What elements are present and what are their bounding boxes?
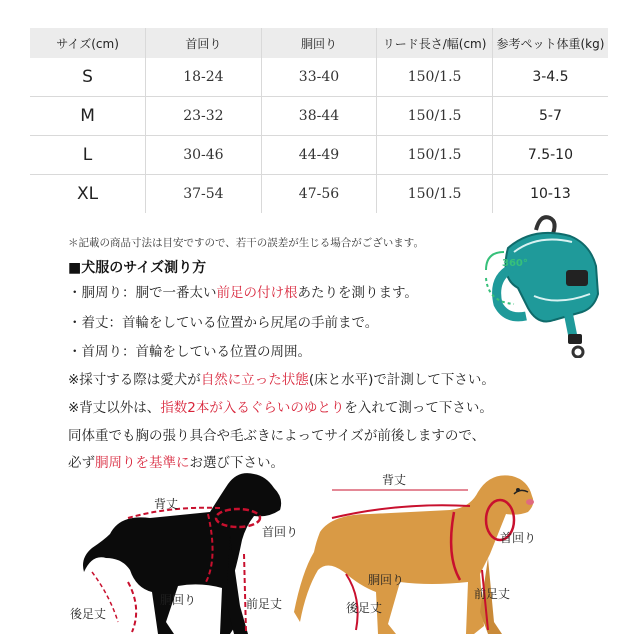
header-size: サイズ(cm)	[30, 28, 146, 58]
harness-product-image	[478, 208, 618, 358]
dog1-neck-label: 首回り	[262, 525, 299, 539]
dog2-chest-label: 胴回り	[368, 573, 405, 587]
lead-cell: 150/1.5	[377, 175, 493, 214]
size-table-header-row	[30, 28, 608, 58]
instruction-text: ・首周り：首輪をしている位置の周囲。	[68, 344, 311, 360]
neck-cell: 23-32	[146, 97, 262, 136]
size-table	[30, 28, 608, 213]
neck-cell: 37-54	[146, 175, 262, 214]
instruction-highlight: 指数2本が入るぐらいのゆとり	[160, 400, 345, 416]
measure-heading: ■犬服のサイズ測り方	[68, 260, 207, 276]
dog1-hind-leg-label: 後足丈	[70, 607, 107, 621]
instruction-highlight: 胴周りを基準に	[95, 455, 190, 471]
rotation-badge: 360°	[502, 258, 528, 269]
header-lead: リード長さ/幅(cm)	[377, 28, 493, 58]
size-cell: M	[30, 97, 146, 136]
instruction-text: ※採寸する際は愛犬が	[68, 372, 201, 388]
neck-cell: 18-24	[146, 58, 262, 97]
instruction-text: を入れて測って下さい。	[344, 400, 493, 416]
lead-cell: 150/1.5	[377, 58, 493, 97]
instruction-line-length	[68, 311, 378, 331]
instruction-highlight: 前足の付け根	[216, 285, 298, 301]
weight-cell: 10-13	[492, 175, 608, 214]
chest-cell: 47-56	[261, 175, 377, 214]
instruction-text: (床と水平)で計測して下さい。	[308, 372, 495, 388]
instruction-line-allowance	[68, 396, 493, 416]
weight-cell: 5-7	[492, 97, 608, 136]
dog2-hind-leg-label: 後足丈	[346, 601, 383, 615]
instruction-text: 同体重でも胸の張り具合や毛ぶきによってサイズが前後しますので、	[68, 428, 486, 444]
header-chest: 胴回り	[261, 28, 377, 58]
size-cell: L	[30, 136, 146, 175]
instruction-text: ※背丈以外は、	[68, 400, 161, 416]
dog2-neck-label: 首回り	[500, 531, 537, 545]
chest-cell: 33-40	[261, 58, 377, 97]
dog2-back-label: 背丈	[382, 473, 407, 487]
instruction-line-neck	[68, 340, 311, 360]
instruction-text: お選び下さい。	[189, 455, 284, 471]
dog1-chest-label: 胴回り	[160, 593, 197, 607]
dog1-front-leg-label: 前足丈	[246, 597, 283, 611]
neck-cell: 30-46	[146, 136, 262, 175]
dog1-back-label: 背丈	[154, 497, 179, 511]
weight-cell: 7.5-10	[492, 136, 608, 175]
instruction-text: ・胴周り：胴で一番太い	[68, 285, 217, 301]
disclaimer-note: ＊記載の商品寸法は目安ですので、若干の誤差が生じる場合がございます。	[68, 237, 424, 249]
golden-retriever-figure	[294, 475, 537, 634]
chest-cell: 44-49	[261, 136, 377, 175]
lead-cell: 150/1.5	[377, 97, 493, 136]
instruction-text: 必ず	[68, 455, 95, 471]
header-weight: 参考ペット体重(kg)	[492, 28, 608, 58]
instruction-text: ・着丈：首輪をしている位置から尻尾の手前まで。	[68, 315, 379, 331]
instruction-line-posture	[68, 368, 495, 388]
weight-cell: 3-4.5	[492, 58, 608, 97]
chest-cell: 38-44	[261, 97, 377, 136]
size-cell: XL	[76, 184, 99, 204]
dog2-front-leg-label: 前足丈	[474, 587, 511, 601]
table-row	[30, 136, 608, 175]
instruction-line-variance	[68, 424, 485, 444]
lead-cell: 150/1.5	[377, 136, 493, 175]
instruction-text: あたりを測ります。	[297, 285, 418, 301]
instruction-highlight: 自然に立った状態	[200, 372, 309, 388]
table-row	[30, 97, 608, 136]
header-neck: 首回り	[146, 28, 262, 58]
dog-measurement-diagram	[70, 462, 630, 640]
size-cell: S	[30, 58, 146, 97]
instruction-line-chest	[68, 281, 418, 301]
table-row	[30, 58, 608, 97]
